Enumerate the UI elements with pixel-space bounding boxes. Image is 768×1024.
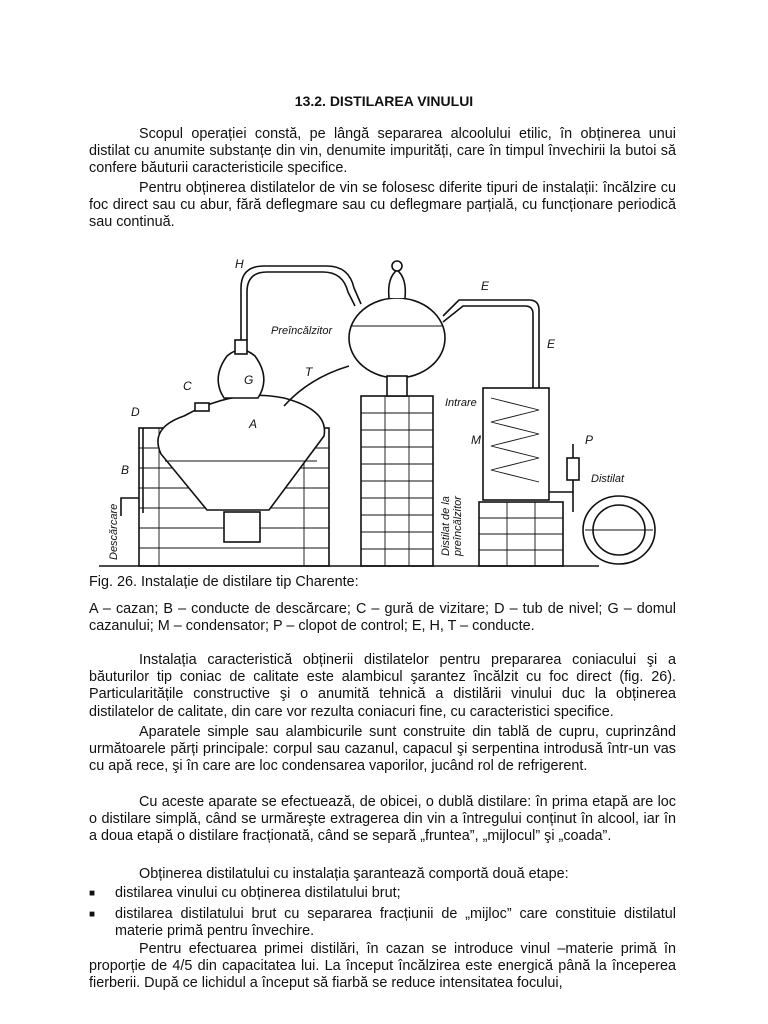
list-item [89,906,676,940]
label-p: P [585,433,594,447]
label-t: T [305,365,313,379]
label-preheater: Preîncălzitor [271,325,333,337]
square-bullet-icon: ■ [89,909,96,920]
list-item-text: distilarea distilatului brut cu separarea fracțiunii de „mijloc” care constituie distilatul materie primă pentru învechire. [115,906,676,940]
list-item-text: distilarea vinului cu obținerea distilatului brut; [115,885,401,901]
body-paragraph-3: Cu aceste aparate se efectuează, de obicei, o dublă distilare: în prima etapă are loc o distilare simplă, când se urmăreşte extragerea din vin a întregului conținut în alcool, iar în a doua etapă o distilare fracționată, când se separă „fruntea”, „mijlocul” şi „coada”. [89,794,676,845]
label-descarcare: Descărcare [108,503,120,560]
pipe-e [443,300,539,388]
boiler-cazan [158,395,325,510]
pipe-t [284,366,349,406]
label-e-top: E [481,279,490,293]
label-distilat: Distilat [591,473,625,485]
label-e-side: E [547,337,556,351]
preheater-vessel [349,298,445,378]
body-paragraph-2: Aparatele simple sau alambicurile sunt construite din tablă de cupru, cuprinzând următoarele părți principale: corpul sau cazanul, capacul şi serpentina introdusă într-un vas cu apă rece, şi în care are loc condensarea vaporilor, jucând rol de refrigerent. [89,724,676,775]
square-bullet-icon: ■ [89,888,96,899]
label-distilat-preheater-2: preîncălzitor [452,496,464,556]
control-bell-p [567,458,579,480]
boiler-dome [218,350,264,398]
label-d: D [131,405,140,419]
intro-paragraph-2: Pentru obținerea distilatelor de vin se folosesc diferite tipuri de instalații: încălzire cu foc direct sau cu abur, fără deflegmare sau cu deflegmare parțială, cu funcționare periodică sau continuă. [89,180,676,231]
closing-paragraph: Pentru efectuarea primei distilări, în cazan se introduce vinul –materie primă în proporție de 4/5 din capacitatea lui. La început încălzirea este energică până la începerea fierberii. După ce lichidul a început să fiarbă se reduce intensitatea focului, [89,941,676,992]
body-paragraph-4: Obținerea distilatului cu instalația şarantează comportă două etape: [139,866,569,882]
figure-caption: Fig. 26. Instalație de distilare tip Charente: [89,574,359,590]
label-a: A [249,417,258,431]
label-intrare: Intrare [445,397,477,409]
label-b: B [121,463,130,477]
label-h: H [235,257,244,271]
list-item [89,885,676,902]
figure-legend: A – cazan; B – conducte de descărcare; C – gură de vizitare; D – tub de nivel; G – domul cazanului; M – condensator; P – clopot de control; E, H, T – conducte. [89,601,676,635]
body-paragraph-1: Instalația caracteristică obținerii distilatelor pentru prepararea coniacului şi a băuturilor tip coniac de calitate este alambicul şarantez încălzit cu foc direct (fig. 26). Particularitățile constructive şi o anumită tehnică a distilării vinului duc la obținerea distilatelor de calitate, din care vor rezulta coniacuri fine, cu caracteristici specifice. [89,652,676,720]
distillation-figure [99,248,659,570]
page-title: 13.2. DISTILAREA VINULUI [294,93,474,109]
condenser-m [483,388,549,500]
label-g: G [244,373,254,387]
intro-paragraph-1: Scopul operației constă, pe lângă separarea alcoolului etilic, în obținerea unui distilat cu anumite substanțe din vin, denumite impurități, care în timpul învechirii la butoi să confere băuturii caracteristicile specifice. [89,126,676,177]
label-distilat-preheater-1: Distilat de la [440,496,452,556]
label-m: M [471,433,481,447]
label-c: C [183,379,192,393]
